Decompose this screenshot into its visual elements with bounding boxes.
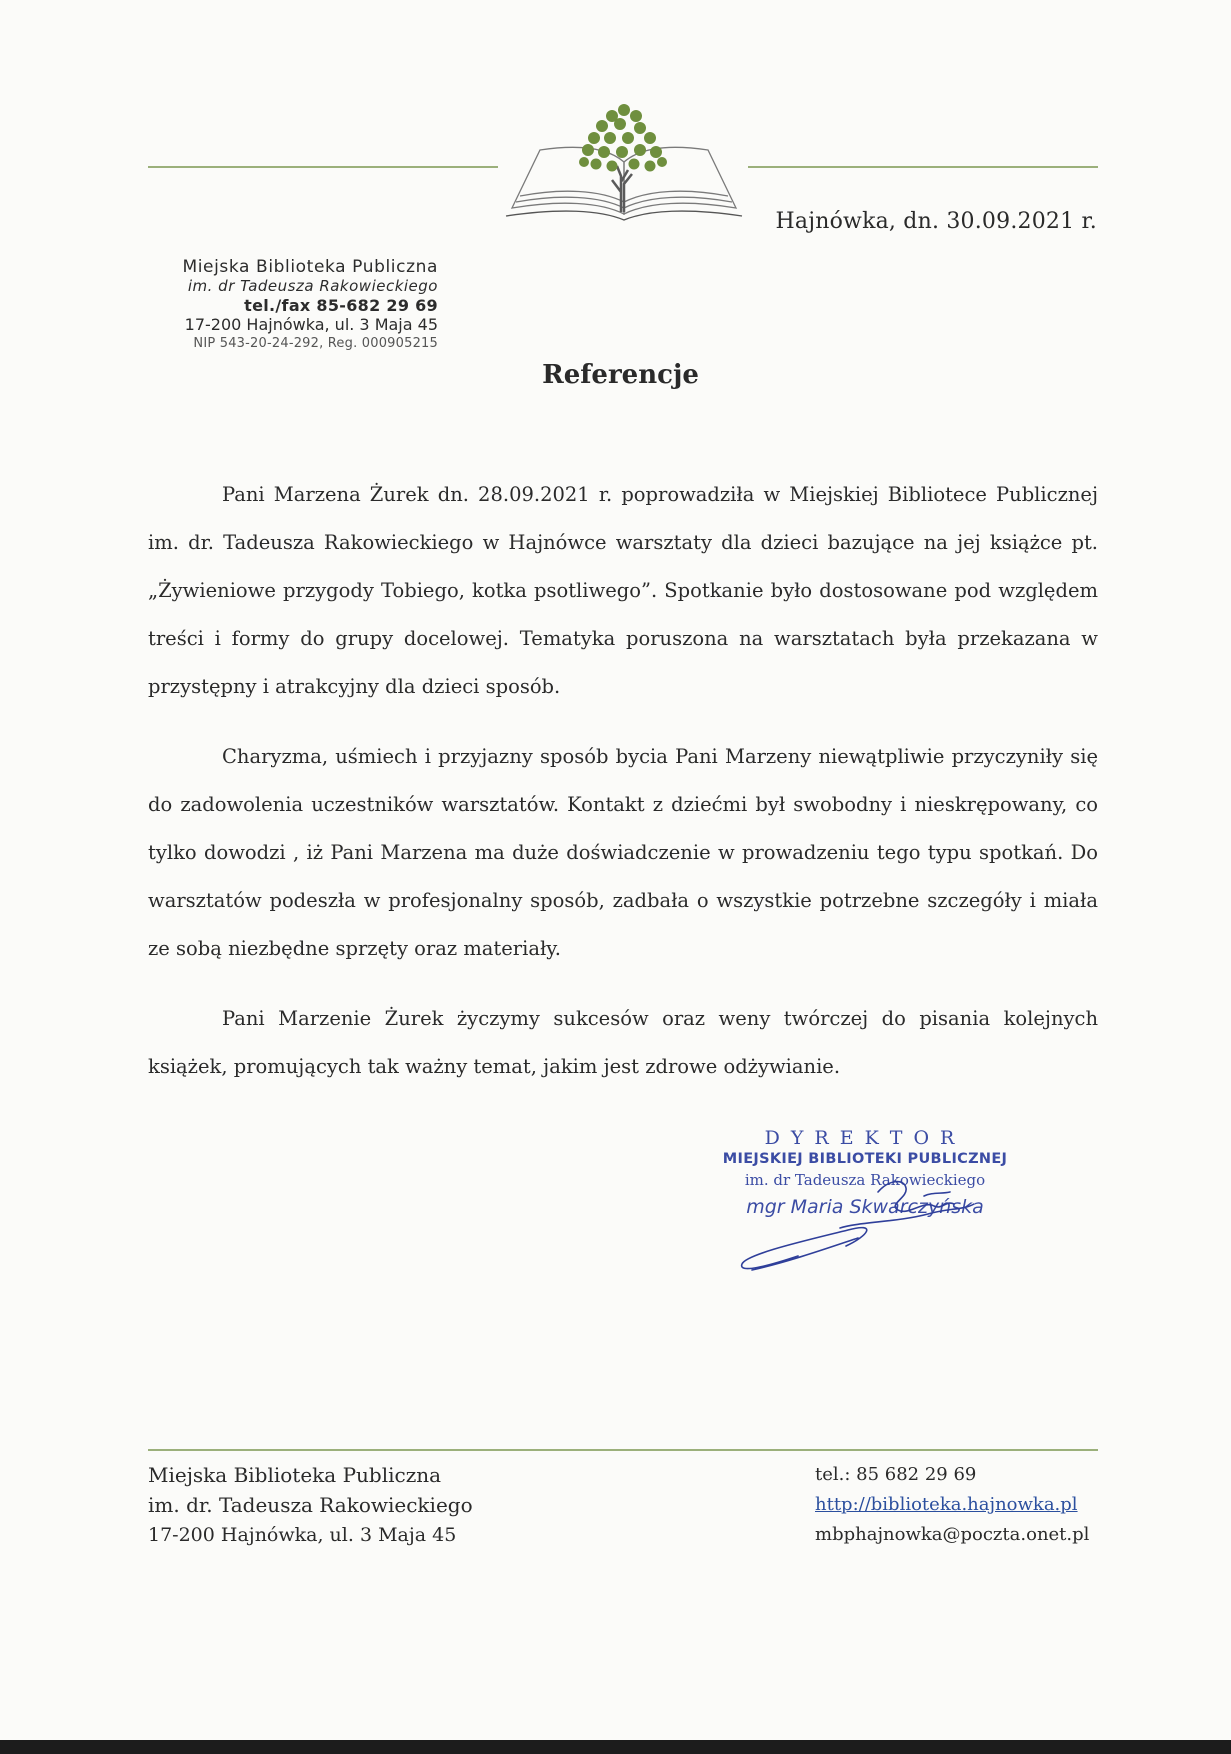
footer-website-link[interactable]: http://biblioteka.hajnowka.pl bbox=[815, 1494, 1078, 1515]
director-stamp-title: DYREKTOR bbox=[764, 1127, 966, 1149]
director-stamp-institution: MIEJSKIEJ BIBLIOTEKI PUBLICZNEJ bbox=[722, 1151, 1008, 1167]
body-paragraph: Charyzma, uśmiech i przyjazny sposób bycia Pani Marzeny niewątpliwie przyczyniły się do zadowolenia uczestników warsztatów. Kontakt z dziećmi był swobodny i nieskrępowany, co tylko dowodzi , iż Pani Marzena ma duże doświadczenie w prowadzeniu tego typu spotkań. Do warsztatów podeszła w profesjonalny sposób, zadbała o wszystkie potrzebne szczegóły i miała ze sobą niezbędne sprzęty oraz materiały. bbox=[148, 745, 1098, 960]
sender-stamp-ids: NIP 543-20-24-292, Reg. 000905215 bbox=[193, 336, 438, 351]
tree-book-logo-icon bbox=[500, 92, 748, 224]
director-stamp-patron: im. dr Tadeusza Rakowieckiego bbox=[744, 1171, 986, 1189]
footer-contact-block bbox=[815, 1460, 1089, 1550]
sender-stamp-phone: tel./fax 85-682 29 69 bbox=[244, 296, 438, 315]
footer-email: mbphajnowka@poczta.onet.pl bbox=[815, 1524, 1090, 1545]
sender-stamp-name: Miejska Biblioteka Publiczna bbox=[182, 257, 438, 277]
footer-phone: tel.: 85 682 29 69 bbox=[815, 1464, 977, 1485]
footer-institution-name: Miejska Biblioteka Publiczna bbox=[148, 1463, 442, 1487]
header-rule-right bbox=[748, 166, 1098, 168]
footer-rule bbox=[148, 1449, 1098, 1451]
body-paragraph: Pani Marzenie Żurek życzymy sukcesów oraz weny twórczej do pisania kolejnych książek, promujących tak ważny temat, jakim jest zdrowe odżywianie. bbox=[148, 1007, 1098, 1078]
sender-stamp-address: 17-200 Hajnówka, ul. 3 Maja 45 bbox=[184, 315, 438, 334]
handwritten-signature-icon bbox=[728, 1170, 1018, 1280]
sender-stamp bbox=[158, 258, 438, 353]
letter-body bbox=[148, 471, 1098, 1113]
body-paragraph: Pani Marzena Żurek dn. 28.09.2021 r. poprowadziła w Miejskiej Bibliotece Publicznej im. dr. Tadeusza Rakowieckiego w Hajnówce warsztaty dla dzieci bazujące na jej książce pt. „Żywieniowe przygody Tobiego, kotka psotliwego”. Spotkanie było dostosowane pod względem treści i formy do grupy docelowej. Tematyka poruszona na warsztatach była przekazana w przystępny i atrakcyjny dla dzieci sposób. bbox=[148, 483, 1098, 698]
footer-address-block bbox=[148, 1460, 473, 1550]
sender-stamp-patron: im. dr Tadeusza Rakowieckiego bbox=[187, 277, 438, 295]
letter-date: Hajnówka, dn. 30.09.2021 r. bbox=[775, 209, 1097, 234]
director-stamp-person: mgr Maria Skwarczyńska bbox=[746, 1196, 984, 1218]
document-title: Referencje bbox=[542, 360, 699, 390]
footer-institution-patron: im. dr. Tadeusza Rakowieckiego bbox=[148, 1493, 473, 1517]
scan-edge bbox=[0, 1740, 1231, 1754]
header-rule-left bbox=[148, 166, 498, 168]
footer-address: 17-200 Hajnówka, ul. 3 Maja 45 bbox=[148, 1524, 457, 1546]
